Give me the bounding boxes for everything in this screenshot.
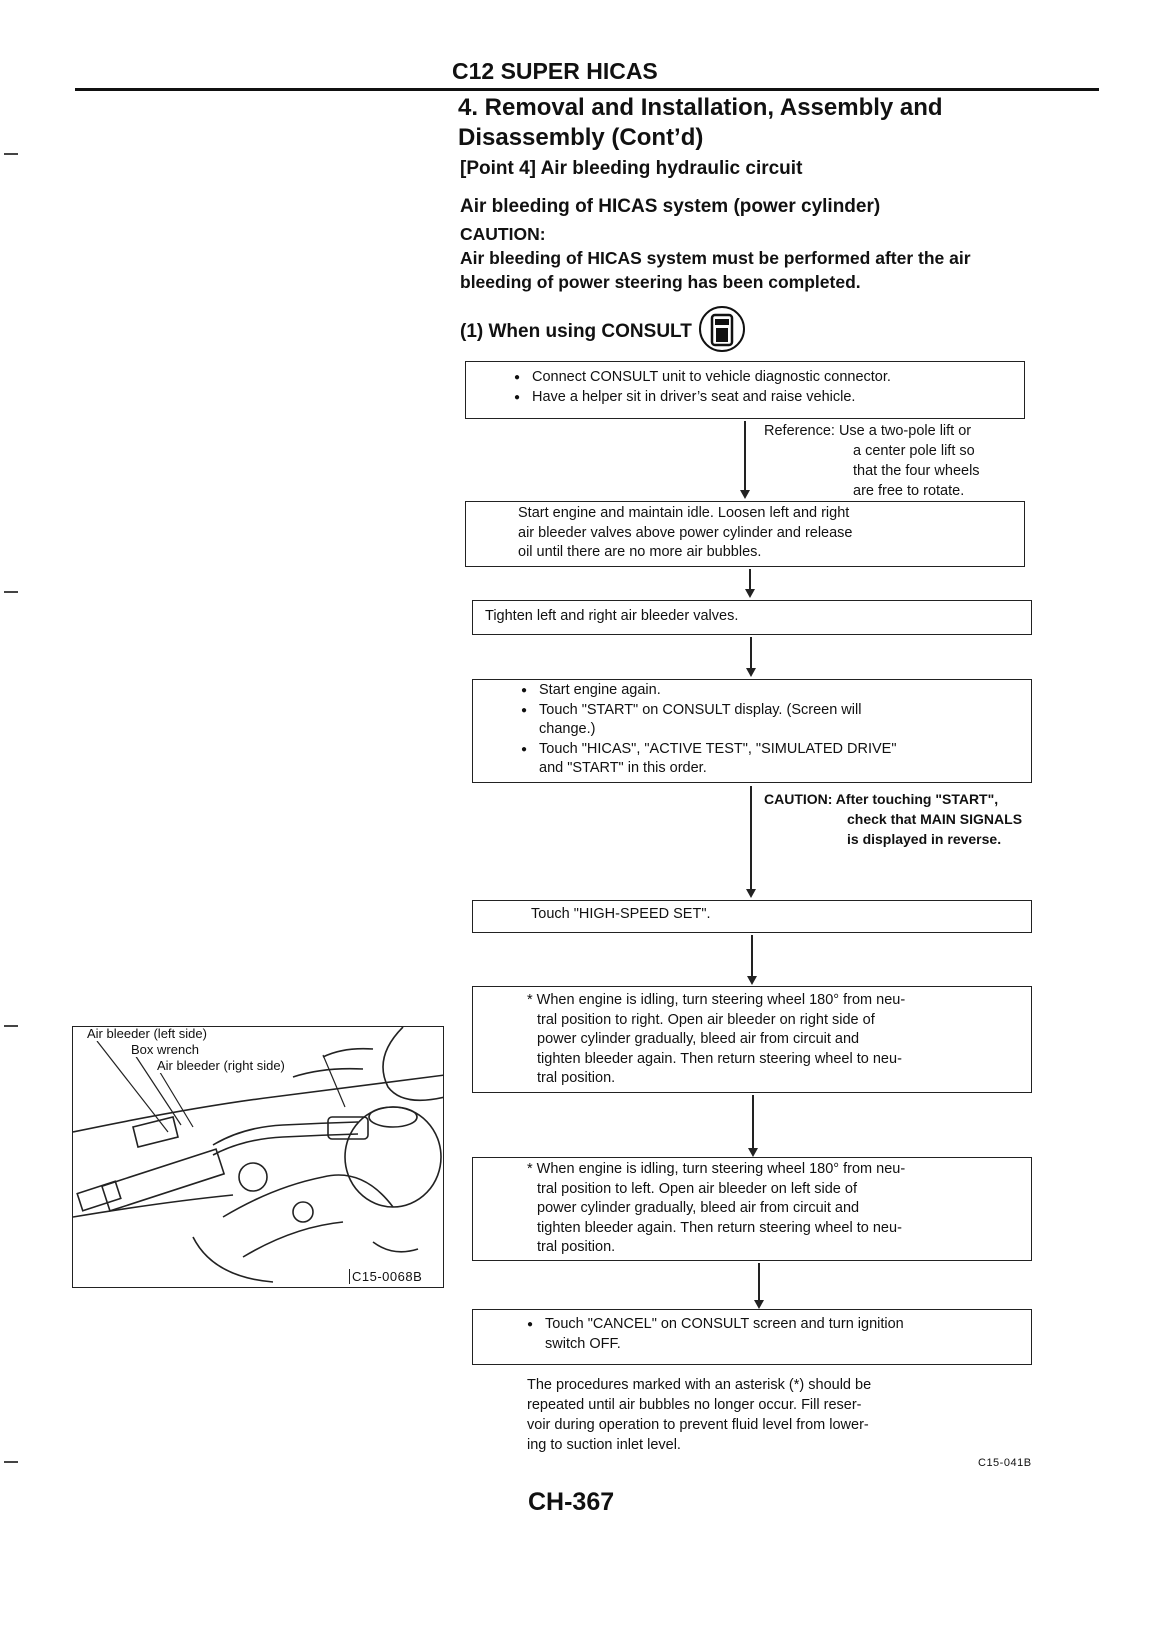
flow-arrow-5 [751, 935, 753, 983]
flow-arrow-1 [744, 421, 746, 497]
page-number: CH-367 [528, 1488, 615, 1516]
consult-heading [460, 303, 748, 361]
step-box-8 [472, 1309, 1032, 1365]
reference-line3: that the four wheels [853, 463, 980, 479]
caution-block [460, 222, 971, 294]
step2-line3: oil until there are no more air bubbles. [518, 544, 762, 560]
step6-line3: power cylinder gradually, bleed air from circuit and [537, 1031, 860, 1047]
flow-figure-code: C15-041B [978, 1457, 1032, 1469]
consult-unit-icon [696, 303, 748, 361]
step4-bullet2 [521, 701, 1021, 740]
step7-line1: * When engine is idling, turn steering wheel 180° from neu- [527, 1161, 906, 1177]
step-box-6 [472, 986, 1032, 1093]
step4-bullet3 [521, 740, 1021, 779]
step-box-7 [472, 1157, 1032, 1261]
step8-line2: switch OFF. [545, 1335, 621, 1352]
step5-text: Touch "HIGH-SPEED SET". [531, 906, 711, 922]
page-title [458, 93, 943, 153]
step-box-3 [472, 600, 1032, 635]
step3-text: Tighten left and right air bleeder valves. [485, 608, 739, 624]
caution-line1: Air bleeding of HICAS system must be performed after the air [460, 248, 971, 268]
step6-line2: tral position to right. Open air bleeder on right side of [537, 1011, 875, 1028]
figure-label-right-bleeder: Air bleeder (right side) [157, 1058, 285, 1073]
caution2-line3: is displayed in reverse. [847, 831, 1002, 847]
caution-note-2 [764, 789, 1022, 849]
flow-arrow-6 [752, 1095, 754, 1155]
footnote-line4: ing to suction inlet level. [527, 1437, 681, 1453]
step7-line5: tral position. [537, 1239, 616, 1255]
footnote-line2: repeated until air bubbles no longer occur. Fill reser- [527, 1397, 862, 1413]
page-title-line2: Disassembly (Cont’d) [458, 124, 704, 151]
figure-label-left-bleeder: Air bleeder (left side) [87, 1026, 207, 1041]
step-box-5 [472, 900, 1032, 933]
binding-mark [4, 153, 18, 155]
step1-bullet2: ● Have a helper sit in driver’s seat and raise vehicle. [514, 388, 1014, 408]
binding-mark [4, 1025, 18, 1027]
step2-line2: air bleeder valves above power cylinder and release [518, 524, 853, 541]
flow-arrow-4 [750, 786, 752, 896]
step8-bullet [527, 1315, 1021, 1354]
footnote [527, 1375, 871, 1455]
step6-line4: tighten bleeder again. Then return steering wheel to neu- [537, 1050, 902, 1067]
step-box-2 [465, 501, 1025, 567]
page-title-line1: 4. Removal and Installation, Assembly and [458, 94, 943, 121]
caution2-line2: check that MAIN SIGNALS [847, 811, 1023, 827]
header-rule [75, 88, 1099, 91]
reference-line4: are free to rotate. [853, 483, 965, 499]
step2-line1: Start engine and maintain idle. Loosen left and right [518, 505, 850, 521]
step4-bullet3-line2: and "START" in this order. [539, 760, 707, 776]
flow-arrow-7 [758, 1263, 760, 1307]
binding-mark [4, 591, 18, 593]
figure-label-box-wrench: Box wrench [131, 1042, 199, 1057]
flow-arrow-2 [749, 569, 751, 596]
reference-note [764, 421, 980, 501]
reference-line1: Reference: Use a two-pole lift or [764, 423, 972, 439]
air-bleeder-figure [72, 1026, 444, 1288]
step8-line1: ● Touch "CANCEL" on CONSULT screen and turn ignition [545, 1316, 904, 1332]
subtitle: Air bleeding of HICAS system (power cylinder) [460, 196, 881, 217]
binding-mark [4, 1461, 18, 1463]
flow-arrow-3 [750, 637, 752, 675]
figure-code: C15-0068B [349, 1269, 422, 1284]
caution-label: CAUTION: [460, 224, 546, 244]
step-box-4 [472, 679, 1032, 783]
step7-line3: power cylinder gradually, bleed air from circuit and [537, 1200, 860, 1216]
step4-bullet1: ● Start engine again. [521, 681, 1021, 701]
point-heading: [Point 4] Air bleeding hydraulic circuit [460, 158, 803, 179]
step7-line4: tighten bleeder again. Then return steering wheel to neu- [537, 1219, 902, 1236]
reference-line2: a center pole lift so [853, 443, 975, 459]
step-box-1 [465, 361, 1025, 419]
step6-line1: * When engine is idling, turn steering wheel 180° from neu- [527, 992, 906, 1008]
footnote-line3: voir during operation to prevent fluid level from lower- [527, 1417, 869, 1433]
consult-heading-text: (1) When using CONSULT [460, 321, 692, 342]
step4-bullet2-line2: change.) [539, 721, 596, 737]
caution-line2: bleeding of power steering has been completed. [460, 272, 861, 292]
footnote-line1: The procedures marked with an asterisk (*) should be [527, 1377, 872, 1393]
step4-bullet2-line1: ● Touch "START" on CONSULT display. (Screen will [539, 701, 862, 718]
step6-line5: tral position. [537, 1070, 616, 1086]
step4-bullet3-line1: ● Touch "HICAS", "ACTIVE TEST", "SIMULATED DRIVE" [539, 740, 897, 757]
step7-line2: tral position to left. Open air bleeder on left side of [537, 1180, 857, 1197]
caution2-line1: CAUTION: After touching "START", [764, 791, 999, 807]
step1-bullet1: ● Connect CONSULT unit to vehicle diagnostic connector. [514, 368, 1014, 388]
section-header: C12 SUPER HICAS [452, 58, 658, 84]
